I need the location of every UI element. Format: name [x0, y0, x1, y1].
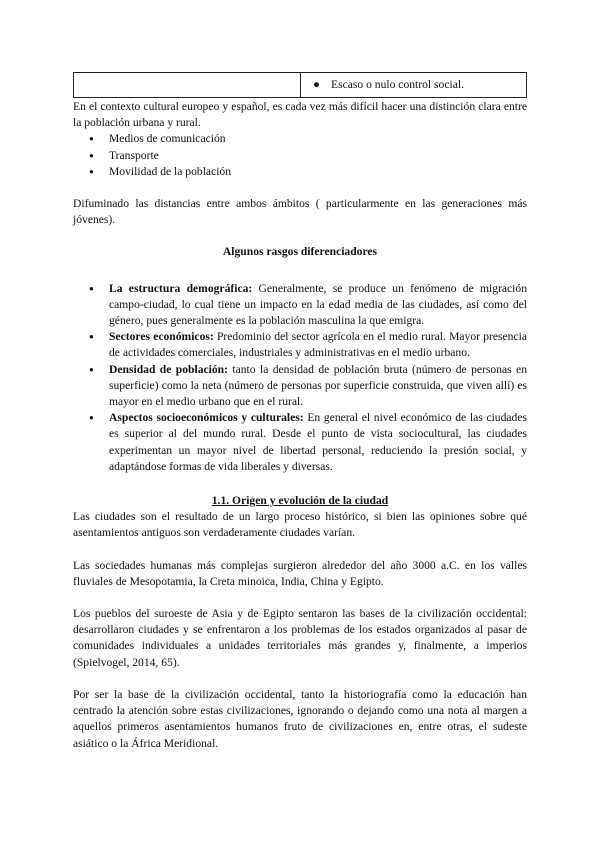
- list-item: [89, 362, 527, 411]
- rasgo-text: En general el nivel económico de las ciudades es superior al del mundo rural. Desde el punto de vista sociocultural, las ciudades experimentan un mayor nivel de libertad personal, reduciendo la presión social, y adaptándose formas de vida liberales y diversas.: [109, 411, 528, 473]
- table-fragment: [73, 72, 527, 98]
- body-paragraph: Las sociedades humanas más complejas surgieron alrededor del año 3000 a.C. en los valles fluviales de Mesopotamia, la Creta minoica, India, China y Egipto.: [73, 558, 527, 588]
- list-item: [89, 329, 527, 361]
- table-cell-text: Escaso o nulo control social.: [331, 77, 464, 91]
- table-cell-left: [74, 73, 301, 98]
- body-paragraph: Las ciudades son el resultado de un largo proceso histórico, si bien las opiniones sobre qué asentamientos antiguos son verdaderamente ciudades varían.: [73, 510, 527, 540]
- list-item: ● Transporte: [89, 148, 527, 164]
- rasgo-term: Densidad de población:: [109, 362, 228, 376]
- list-item: [89, 281, 527, 330]
- document-page: [73, 72, 527, 752]
- rasgo-term: La estructura demográfica:: [109, 281, 253, 295]
- bullet-icon: ●: [313, 77, 321, 91]
- table-row: [74, 73, 527, 98]
- list-item: ● Movilidad de la población: [89, 164, 527, 180]
- rasgos-list: [73, 281, 527, 475]
- list-item: ● Medios de comunicación: [89, 131, 527, 147]
- difuminado-paragraph: Difuminado las distancias entre ambos ámbitos ( particularmente en las generaciones más jóvenes).: [73, 197, 527, 227]
- rasgo-term: Aspectos socioeconómicos y culturales:: [109, 411, 304, 425]
- body-paragraph: Por ser la base de la civilización occidental, tanto la historiografía como la educación han centrado la atención sobre estas civilizaciones, ignorando o dejando como una nota al margen a aquellos primeros asentamientos humanos fruto de civilizaciones en, entre otras, el sudeste asiático o la África Meridional.: [73, 687, 527, 750]
- rasgos-heading: Algunos rasgos diferenciadores: [222, 245, 378, 259]
- rasgo-term: Sectores económicos:: [109, 330, 214, 344]
- table-cell-right: [301, 73, 527, 98]
- body-paragraph: Los pueblos del suroeste de Asia y de Egipto sentaron las bases de la civilización occidental: desarrollaron ciudades y se enfrentaron a los problemas de los estados organizados al pasar de comunidades individuales a unidades territoriales más grandes y, finalmente, a imperios (Spielvogel, 2014, 65).: [73, 607, 527, 669]
- list-item: [89, 410, 527, 475]
- rasgo-text: Predominio del sector agrícola en el medio rural. Mayor presencia de actividades comerciales, industriales y administrativas en el medio urbano.: [109, 330, 527, 360]
- factors-list: [73, 131, 527, 180]
- intro-paragraph: En el contexto cultural europeo y español, es cada vez más difícil hacer una distinción clara entre la población urbana y rural.: [73, 100, 527, 130]
- rasgo-text: Generalmente, se produce un fenómeno de migración campo-ciudad, lo cual tiene un impacto en la edad media de las ciudades, así como del género, pues generalmente es la población masculina la que emigra.: [109, 281, 527, 328]
- rasgo-text: tanto la densidad de población bruta (número de personas en superficie) como la neta (número de personas por superficie construida, que viven allí) es mayor en el medio urbano que en el rural.: [109, 362, 527, 409]
- section-heading: 1.1. Origen y evolución de la ciudad: [211, 494, 389, 508]
